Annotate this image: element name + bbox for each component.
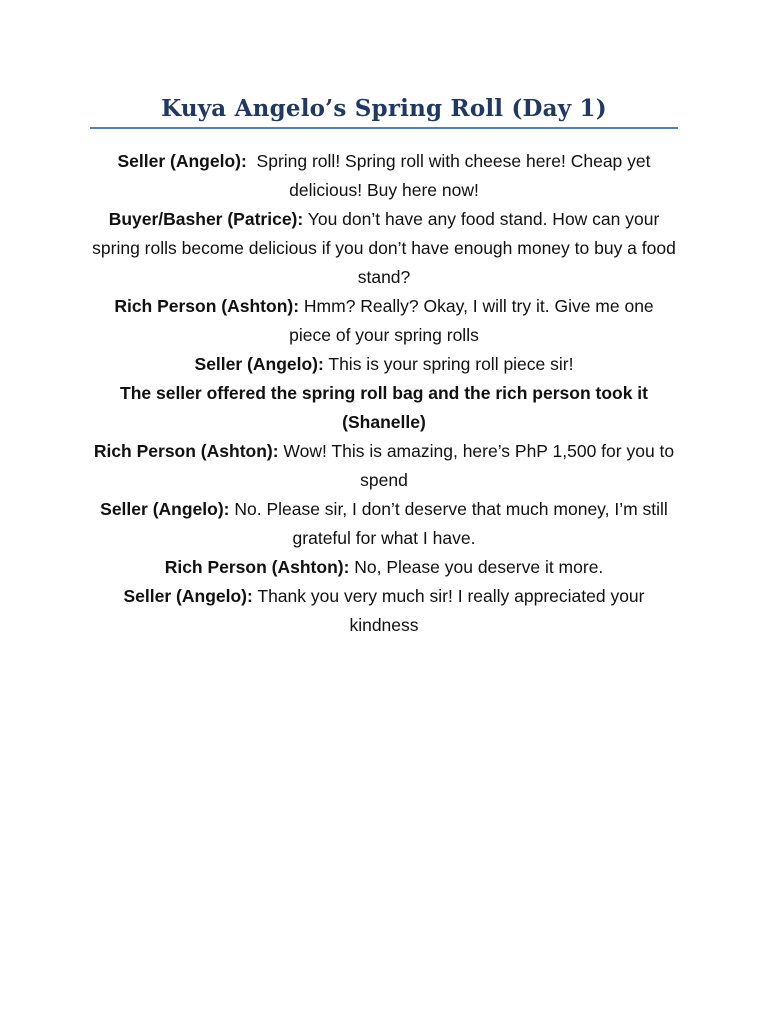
- title-underline: [90, 127, 678, 129]
- speaker-name: Seller (Angelo):: [123, 586, 253, 606]
- dialogue-line: [92, 582, 676, 640]
- speaker-name: Rich Person (Ashton):: [114, 296, 300, 316]
- dialogue-line: [92, 437, 676, 495]
- dialogue-text: You don’t have any food stand. How can your spring rolls become delicious if you don’t have enough money to buy a food stand?: [92, 209, 676, 287]
- dialogue-text: No. Please sir, I don’t deserve that much money, I’m still grateful for what I have.: [229, 499, 668, 548]
- dialogue-text: No, Please you deserve it more.: [349, 557, 604, 577]
- dialogue-text: Thank you very much sir! I really appreciated your kindness: [252, 586, 645, 635]
- dialogue-line: [92, 553, 676, 582]
- page-title: Kuya Angelo’s Spring Roll (Day 1): [161, 95, 607, 122]
- speaker-name: Seller (Angelo):: [194, 354, 324, 374]
- dialogue-line: [92, 292, 676, 350]
- title-block: [90, 92, 678, 126]
- dialogue-line: [92, 147, 676, 205]
- speaker-name: Rich Person (Ashton):: [93, 441, 279, 461]
- dialogue-text: Hmm? Really? Okay, I will try it. Give me one piece of your spring rolls: [289, 296, 654, 345]
- dialogue-text: Wow! This is amazing, here’s PhP 1,500 for you to spend: [278, 441, 675, 490]
- dialogue-line: [92, 350, 676, 379]
- dialogue-line: [92, 205, 676, 292]
- stage-direction: The seller offered the spring roll bag and the rich person took it (Shanelle): [120, 383, 648, 432]
- speaker-name: Seller (Angelo):: [117, 151, 247, 171]
- dialogue-script: [92, 147, 676, 640]
- dialogue-text: Spring roll! Spring roll with cheese here! Cheap yet delicious! Buy here now!: [246, 151, 651, 200]
- dialogue-line: [92, 495, 676, 553]
- dialogue-text: This is your spring roll piece sir!: [323, 354, 574, 374]
- speaker-name: Rich Person (Ashton):: [164, 557, 350, 577]
- speaker-name: Seller (Angelo):: [100, 499, 230, 519]
- speaker-name: Buyer/Basher (Patrice):: [108, 209, 304, 229]
